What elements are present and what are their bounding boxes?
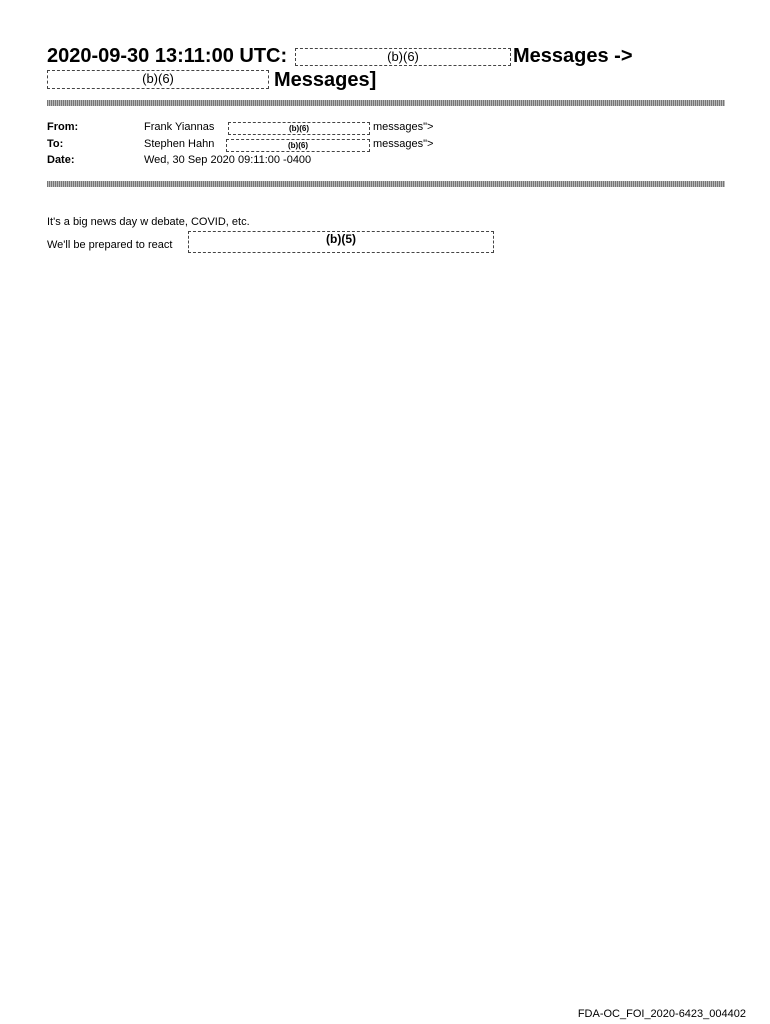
to-name: Stephen Hahn	[144, 138, 215, 150]
from-suffix: messages">	[373, 121, 434, 133]
to-label: To:	[47, 138, 64, 150]
bates-number: FDA-OC_FOI_2020-6423_004402	[577, 1008, 746, 1020]
separator-top	[47, 100, 725, 106]
date-label: Date:	[47, 154, 75, 166]
to-suffix: messages">	[373, 138, 434, 150]
from-name: Frank Yiannas	[144, 121, 215, 133]
subject-line-1	[47, 44, 737, 68]
subject-line-2	[47, 68, 737, 92]
date-value: Wed, 30 Sep 2020 09:11:00 -0400	[144, 154, 312, 166]
redaction-box: (b)(6)	[47, 70, 269, 89]
body-text: We'll be prepared to react	[47, 239, 173, 251]
body-line-1: It's a big news day w debate, COVID, etc.	[47, 216, 250, 228]
subject-messages-label: Messages]	[274, 69, 377, 91]
subject-timestamp: 2020-09-30 13:11:00 UTC:	[47, 45, 288, 67]
redaction-box: (b)(6)	[228, 122, 370, 135]
from-label: From:	[47, 121, 79, 133]
separator-bottom	[47, 181, 725, 187]
redaction-box: (b)(5)	[188, 231, 494, 253]
subject-messages-label: Messages ->	[513, 45, 633, 67]
email-subject	[47, 44, 737, 92]
body-line-2	[47, 238, 172, 252]
redaction-box: (b)(6)	[295, 48, 511, 66]
redaction-box: (b)(6)	[226, 139, 370, 152]
